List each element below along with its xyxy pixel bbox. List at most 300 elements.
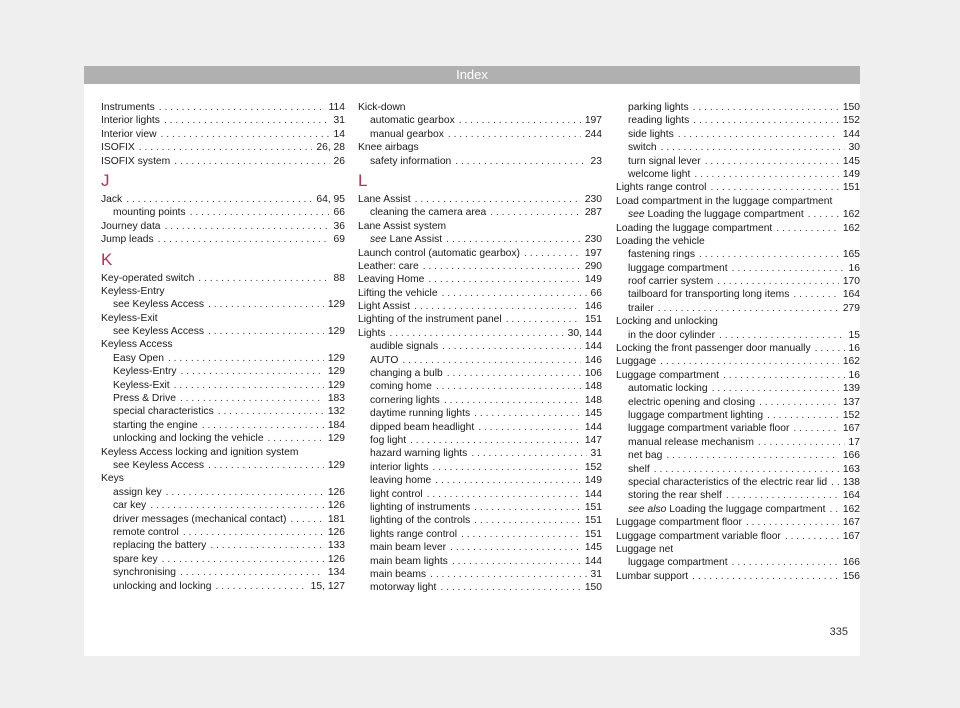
index-entry xyxy=(101,338,345,351)
leader-dots xyxy=(785,530,839,543)
leader-dots xyxy=(150,499,324,512)
index-subentry xyxy=(101,513,345,526)
entry-text: switch xyxy=(628,142,657,154)
index-subentry xyxy=(616,288,860,301)
leader-dots xyxy=(190,206,330,219)
page-reference[interactable]: 184 xyxy=(327,419,345,431)
page-reference[interactable]: 230 xyxy=(584,193,602,205)
index-subentry xyxy=(358,461,602,474)
index-subentry xyxy=(358,114,602,127)
entry-text: see also Loading the luggage compartment xyxy=(628,503,826,515)
page-reference[interactable]: 162 xyxy=(842,503,860,515)
page-reference[interactable]: 16 xyxy=(848,343,860,355)
index-entry xyxy=(358,273,602,286)
leader-dots xyxy=(436,380,581,393)
section-letter: L xyxy=(358,170,368,190)
entry-text: Jump leads xyxy=(101,234,154,246)
page-reference[interactable]: 146 xyxy=(584,354,602,366)
index-entry xyxy=(616,543,860,556)
entry-text: main beam lever xyxy=(370,542,447,554)
page-reference[interactable]: 26, 28 xyxy=(316,142,345,154)
leader-dots xyxy=(808,208,839,221)
leader-dots xyxy=(746,516,839,529)
entry-text: cornering lights xyxy=(370,394,440,406)
page-reference[interactable]: 133 xyxy=(327,540,345,552)
page-reference[interactable]: 64, 95 xyxy=(316,193,345,205)
page-reference[interactable]: 36 xyxy=(333,220,345,232)
leader-dots xyxy=(432,461,580,474)
page-reference[interactable]: 126 xyxy=(327,526,345,538)
entry-text: turn signal lever xyxy=(628,155,701,167)
page-reference[interactable]: 145 xyxy=(584,542,602,554)
leader-dots xyxy=(435,474,581,487)
page-reference[interactable]: 139 xyxy=(842,383,860,395)
index-subentry xyxy=(616,302,860,315)
page-reference[interactable]: 30 xyxy=(848,142,860,154)
entry-text: shelf xyxy=(628,463,650,475)
index-entry xyxy=(616,516,860,529)
entry-text: storing the rear shelf xyxy=(628,490,722,502)
leader-dots xyxy=(165,220,330,233)
page-reference[interactable]: 17 xyxy=(848,436,860,448)
page-reference[interactable]: 126 xyxy=(327,486,345,498)
page-reference[interactable]: 151 xyxy=(842,182,860,194)
page-reference[interactable]: 166 xyxy=(842,557,860,569)
index-entry xyxy=(101,272,345,285)
leader-dots xyxy=(723,369,844,382)
page-reference[interactable]: 150 xyxy=(584,582,602,594)
leader-dots xyxy=(423,260,581,273)
page-reference[interactable]: 149 xyxy=(842,168,860,180)
entry-text: unlocking and locking xyxy=(113,580,212,592)
index-subentry xyxy=(101,553,345,566)
index-subentry xyxy=(616,141,860,154)
page-reference[interactable]: 146 xyxy=(584,301,602,313)
page-reference[interactable]: 129 xyxy=(327,299,345,311)
leader-dots xyxy=(506,313,581,326)
leader-dots xyxy=(198,272,329,285)
entry-text: motorway light xyxy=(370,582,437,594)
page-reference[interactable]: 230 xyxy=(584,234,602,246)
entry-text: tailboard for transporting long items xyxy=(628,289,790,301)
leader-dots xyxy=(654,463,839,476)
leader-dots xyxy=(389,327,563,340)
entry-text: see Keyless Access xyxy=(113,326,204,338)
entry-text: main beams xyxy=(370,568,427,580)
leader-dots xyxy=(490,206,581,219)
leader-dots xyxy=(442,287,587,300)
page-reference[interactable]: 165 xyxy=(842,249,860,261)
index-subentry xyxy=(358,488,602,501)
entry-text: leaving home xyxy=(370,475,432,487)
page-reference[interactable]: 164 xyxy=(842,289,860,301)
index-subentry xyxy=(358,568,602,581)
page-reference[interactable]: 129 xyxy=(327,459,345,471)
page-reference[interactable]: 279 xyxy=(842,302,860,314)
index-entry xyxy=(358,300,602,313)
index-entry xyxy=(616,369,860,382)
index-subentry xyxy=(101,419,345,432)
leader-dots xyxy=(705,155,839,168)
index-subentry xyxy=(101,499,345,512)
entry-text: Kick-down xyxy=(358,102,406,113)
page-reference[interactable]: 156 xyxy=(842,570,860,582)
index-subentry xyxy=(358,367,602,380)
leader-dots xyxy=(402,354,580,367)
leader-dots xyxy=(158,233,330,246)
index-subentry xyxy=(616,101,860,114)
page-reference[interactable]: 66 xyxy=(590,287,602,299)
entry-text: lighting of instruments xyxy=(370,501,471,513)
page-reference[interactable]: 148 xyxy=(584,381,602,393)
leader-dots xyxy=(202,419,324,432)
page-reference[interactable]: 145 xyxy=(584,408,602,420)
index-subentry xyxy=(616,128,860,141)
index-subentry xyxy=(358,447,602,460)
page-reference[interactable]: 152 xyxy=(584,461,602,473)
entry-text: welcome light xyxy=(628,168,691,180)
leader-dots xyxy=(815,342,845,355)
index-subentry xyxy=(358,394,602,407)
page-reference[interactable]: 144 xyxy=(584,421,602,433)
page-reference[interactable]: 162 xyxy=(842,222,860,234)
leader-dots xyxy=(830,503,839,516)
page-reference[interactable]: 149 xyxy=(584,475,602,487)
index-subentry xyxy=(358,528,602,541)
page-reference[interactable]: 162 xyxy=(842,356,860,368)
entry-text: Press & Drive xyxy=(113,393,176,405)
page-reference[interactable]: 150 xyxy=(842,102,860,113)
page-reference[interactable]: 129 xyxy=(327,433,345,445)
leader-dots xyxy=(710,181,838,194)
index-subentry xyxy=(616,503,860,516)
leader-dots xyxy=(793,288,838,301)
leader-dots xyxy=(678,128,839,141)
page-reference[interactable]: 162 xyxy=(842,209,860,221)
leader-dots xyxy=(290,513,323,526)
leader-dots xyxy=(448,128,581,141)
page-reference[interactable]: 137 xyxy=(842,396,860,408)
page-reference[interactable]: 66 xyxy=(333,207,345,219)
entry-text: interior lights xyxy=(370,461,429,473)
entry-text: see Keyless Access xyxy=(113,299,204,311)
page-reference[interactable]: 152 xyxy=(842,409,860,421)
entry-text: cleaning the camera area xyxy=(370,207,487,219)
page-reference[interactable]: 166 xyxy=(842,450,860,462)
index-subentry xyxy=(358,541,602,554)
page-reference[interactable]: 106 xyxy=(584,368,602,380)
page-reference[interactable]: 149 xyxy=(584,274,602,286)
page-reference[interactable]: 144 xyxy=(842,128,860,140)
entry-text: luggage compartment xyxy=(628,262,728,274)
leader-dots xyxy=(440,581,580,594)
index-entry xyxy=(101,114,345,127)
entry-text: trailer xyxy=(628,302,654,314)
entry-text: Lumbar support xyxy=(616,570,689,582)
index-subentry xyxy=(616,155,860,168)
index-entry xyxy=(616,181,860,194)
index-subentry xyxy=(101,486,345,499)
page-reference[interactable]: 170 xyxy=(842,276,860,288)
page-reference[interactable]: 15, 127 xyxy=(310,580,345,592)
index-entry xyxy=(616,315,860,328)
entry-text: lighting of the controls xyxy=(370,515,471,527)
leader-dots xyxy=(693,114,839,127)
leader-dots xyxy=(174,379,324,392)
page-reference[interactable]: 167 xyxy=(842,517,860,529)
page-reference[interactable]: 151 xyxy=(584,501,602,513)
index-entry xyxy=(616,570,860,583)
index-subentry xyxy=(616,409,860,422)
page-reference[interactable]: 138 xyxy=(842,476,860,488)
entry-text: hazard warning lights xyxy=(370,448,468,460)
entry-text: Key-operated switch xyxy=(101,272,195,284)
leader-dots xyxy=(428,273,580,286)
entry-text: see Keyless Access xyxy=(113,459,204,471)
entry-text: Light Assist xyxy=(358,301,411,313)
entry-text: Lane Assist system xyxy=(358,220,447,232)
leader-dots xyxy=(442,340,581,353)
page-reference[interactable]: 167 xyxy=(842,530,860,542)
page-reference[interactable]: 144 xyxy=(584,341,602,353)
leader-dots xyxy=(181,365,324,378)
leader-dots xyxy=(661,141,845,154)
leader-dots xyxy=(699,248,839,261)
entry-text: Keyless Access locking and ignition system xyxy=(101,446,299,458)
leader-dots xyxy=(414,300,581,313)
index-entry xyxy=(358,141,602,154)
leader-dots xyxy=(694,168,838,181)
page-reference[interactable]: 148 xyxy=(584,394,602,406)
entry-text: fog light xyxy=(370,434,407,446)
page-reference[interactable]: 151 xyxy=(584,314,602,326)
page-reference[interactable]: 134 xyxy=(327,567,345,579)
index-column-3 xyxy=(616,101,860,583)
index-page xyxy=(84,66,860,656)
page-reference[interactable]: 129 xyxy=(327,326,345,338)
leader-dots xyxy=(459,114,581,127)
entry-text: luggage compartment xyxy=(628,557,728,569)
leader-dots xyxy=(268,432,324,445)
entry-text: Lighting of the instrument panel xyxy=(358,314,502,326)
leader-dots xyxy=(717,275,839,288)
entry-text: Journey data xyxy=(101,220,161,232)
page-reference[interactable]: 164 xyxy=(842,490,860,502)
page-reference[interactable]: 126 xyxy=(327,500,345,512)
index-entry xyxy=(101,101,345,114)
leader-dots xyxy=(427,488,581,501)
entry-text: luggage compartment lighting xyxy=(628,409,764,421)
page-header: Index xyxy=(84,66,860,84)
index-entry xyxy=(358,287,602,300)
page-reference[interactable]: 31 xyxy=(590,448,602,460)
page-reference[interactable]: 15 xyxy=(848,329,860,341)
page-reference[interactable]: 151 xyxy=(584,528,602,540)
entry-text: net bag xyxy=(628,450,663,462)
entry-text: lights range control xyxy=(370,528,458,540)
leader-dots xyxy=(168,352,324,365)
page-reference[interactable]: 197 xyxy=(584,247,602,259)
index-subentry xyxy=(101,580,345,593)
index-entry xyxy=(101,220,345,233)
page-reference[interactable]: 132 xyxy=(327,406,345,418)
page-reference[interactable]: 151 xyxy=(584,515,602,527)
leader-dots xyxy=(126,193,312,206)
index-subentry xyxy=(358,233,602,246)
leader-dots xyxy=(410,434,581,447)
page-reference[interactable]: 145 xyxy=(842,155,860,167)
page-reference[interactable]: 129 xyxy=(327,379,345,391)
page-reference[interactable]: 129 xyxy=(327,366,345,378)
entry-text: Locking the front passenger door manually xyxy=(616,343,811,355)
leader-dots xyxy=(447,367,581,380)
leader-dots xyxy=(174,155,329,168)
index-entry xyxy=(358,260,602,273)
entry-text: car key xyxy=(113,500,147,512)
entry-text: driver messages (mechanical contact) xyxy=(113,513,287,525)
page-reference[interactable]: 144 xyxy=(584,555,602,567)
index-subentry xyxy=(358,581,602,594)
leader-dots xyxy=(474,407,581,420)
index-subentry xyxy=(358,421,602,434)
entry-text: side lights xyxy=(628,128,674,140)
entry-text: Locking and unlocking xyxy=(616,316,718,328)
leader-dots xyxy=(478,421,581,434)
index-column-2 xyxy=(358,101,602,595)
leader-dots xyxy=(776,222,839,235)
entry-text: Instruments xyxy=(101,102,155,113)
page-reference[interactable]: 181 xyxy=(327,513,345,525)
index-subentry xyxy=(616,489,860,502)
index-entry xyxy=(616,195,860,208)
entry-text: Keyless-Exit xyxy=(101,312,158,324)
index-subentry xyxy=(616,382,860,395)
leader-dots xyxy=(726,489,839,502)
entry-text: remote control xyxy=(113,526,179,538)
page-reference[interactable]: 152 xyxy=(842,115,860,127)
page-reference[interactable]: 31 xyxy=(333,115,345,127)
page-reference[interactable]: 147 xyxy=(584,434,602,446)
entry-text: automatic gearbox xyxy=(370,115,455,127)
page-reference[interactable]: 114 xyxy=(328,102,345,113)
index-subentry xyxy=(616,248,860,261)
leader-dots xyxy=(712,382,839,395)
index-subentry xyxy=(358,380,602,393)
entry-text: automatic locking xyxy=(628,383,708,395)
page-reference[interactable]: 88 xyxy=(333,272,345,284)
entry-text: Loading the vehicle xyxy=(616,235,705,247)
leader-dots xyxy=(208,325,324,338)
entry-text: ISOFIX system xyxy=(101,155,171,167)
page-reference[interactable]: 244 xyxy=(584,128,602,140)
leader-dots xyxy=(452,555,581,568)
leader-dots xyxy=(666,449,838,462)
index-subentry xyxy=(616,262,860,275)
leader-dots xyxy=(474,501,581,514)
index-entry xyxy=(101,193,345,206)
index-entry xyxy=(101,446,345,459)
leader-dots xyxy=(793,422,838,435)
entry-text: luggage compartment variable floor xyxy=(628,423,790,435)
entry-text: Easy Open xyxy=(113,352,164,364)
leader-dots xyxy=(180,566,324,579)
index-entry xyxy=(358,313,602,326)
entry-text: Lifting the vehicle xyxy=(358,287,438,299)
page-reference[interactable]: 69 xyxy=(333,234,345,246)
page-reference[interactable]: 183 xyxy=(327,393,345,405)
index-entry xyxy=(358,193,602,206)
page-reference[interactable]: 287 xyxy=(584,207,602,219)
entry-text: Luggage net xyxy=(616,543,674,555)
index-entry xyxy=(101,128,345,141)
entry-text: AUTO xyxy=(370,354,399,366)
entry-text: changing a bulb xyxy=(370,368,443,380)
leader-dots xyxy=(450,541,581,554)
page-reference[interactable]: 290 xyxy=(584,260,602,272)
entry-text: Keys xyxy=(101,473,124,485)
entry-text: assign key xyxy=(113,486,162,498)
entry-text: Load compartment in the luggage compartment xyxy=(616,195,833,207)
entry-text: light control xyxy=(370,488,423,500)
leader-dots xyxy=(831,476,839,489)
index-subentry xyxy=(616,436,860,449)
page-reference[interactable]: 16 xyxy=(848,369,860,381)
index-subentry xyxy=(101,379,345,392)
entry-text: manual gearbox xyxy=(370,128,444,140)
index-subentry xyxy=(358,407,602,420)
index-subentry xyxy=(616,422,860,435)
entry-text: safety information xyxy=(370,155,452,167)
index-subentry xyxy=(358,474,602,487)
page-reference[interactable]: 163 xyxy=(842,463,860,475)
entry-text: Luggage compartment xyxy=(616,369,720,381)
entry-text: manual release mechanism xyxy=(628,436,754,448)
page-reference[interactable]: 167 xyxy=(842,423,860,435)
leader-dots xyxy=(455,155,586,168)
leader-dots xyxy=(164,114,330,127)
entry-text: fastening rings xyxy=(628,249,695,261)
leader-dots xyxy=(215,580,306,593)
leader-dots xyxy=(692,570,839,583)
index-subentry xyxy=(616,168,860,181)
page-reference[interactable]: 126 xyxy=(327,553,345,565)
page-reference[interactable]: 129 xyxy=(327,352,345,364)
index-entry xyxy=(101,472,345,485)
entry-text: Keyless-Entry xyxy=(101,285,165,297)
index-subentry xyxy=(358,354,602,367)
page-reference[interactable]: 26 xyxy=(333,155,345,167)
page-reference[interactable]: 14 xyxy=(333,128,345,140)
entry-text: special characteristics xyxy=(113,406,214,418)
page-reference[interactable]: 144 xyxy=(584,488,602,500)
page-reference[interactable]: 31 xyxy=(590,568,602,580)
page-reference[interactable]: 30, 144 xyxy=(567,327,602,339)
index-entry xyxy=(101,233,345,246)
entry-text: synchronising xyxy=(113,567,176,579)
entry-text: Interior view xyxy=(101,128,157,140)
index-entry xyxy=(358,220,602,233)
leader-dots xyxy=(139,141,313,154)
leader-dots xyxy=(218,405,324,418)
index-subentry xyxy=(616,208,860,221)
page-reference[interactable]: 197 xyxy=(584,115,602,127)
index-subentry xyxy=(358,340,602,353)
page-reference[interactable]: 16 xyxy=(848,262,860,274)
index-subentry xyxy=(101,365,345,378)
page-reference[interactable]: 23 xyxy=(590,155,602,167)
entry-text: Jack xyxy=(101,193,123,205)
leader-dots xyxy=(162,553,324,566)
